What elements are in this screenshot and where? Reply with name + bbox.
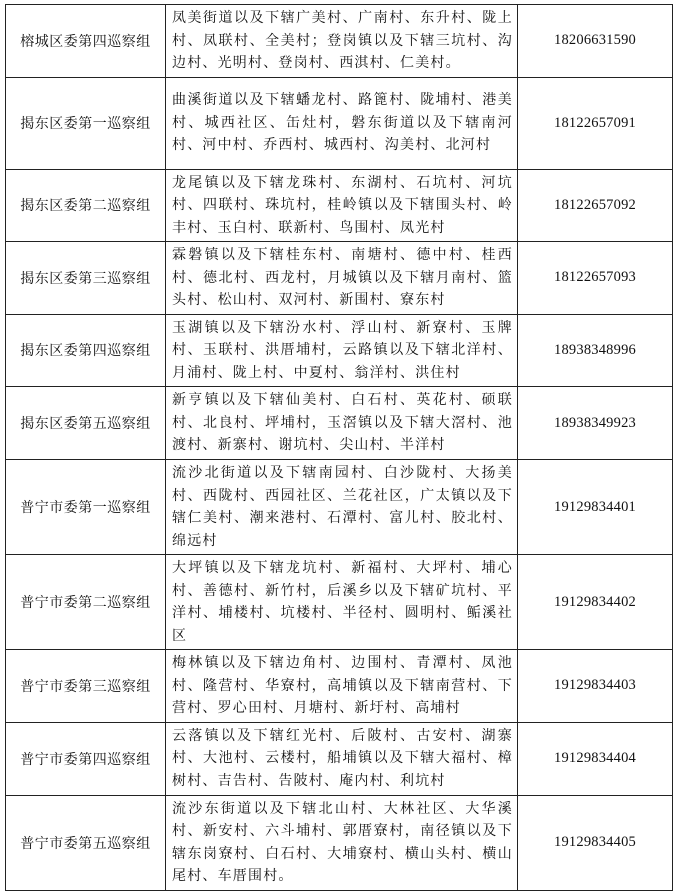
group-name-cell: 揭东区委第二巡察组 xyxy=(6,169,166,242)
group-name-cell: 揭东区委第五巡察组 xyxy=(6,387,166,460)
phone-cell: 18122657092 xyxy=(518,169,673,242)
phone-cell: 19129834402 xyxy=(518,555,673,650)
area-cell: 曲溪街道以及下辖蟠龙村、路篦村、陇埔村、港美村、城西社区、缶灶村，磐东街道以及下辖南河村、河中村、乔西村、城西村、沟美村、北河村 xyxy=(166,77,518,169)
area-cell: 大坪镇以及下辖龙坑村、新福村、大坪村、埔心村、善德村、新竹村，后溪乡以及下辖矿坑村、平洋村、埔楼村、坑楼村、半径村、圆明村、鲘溪社区 xyxy=(166,555,518,650)
table-row xyxy=(6,314,673,387)
area-cell: 凤美街道以及下辖广美村、广南村、东升村、陇上村、凤联村、全美村；登岗镇以及下辖三坑村、沟边村、光明村、登岗村、西淇村、仁美村。 xyxy=(166,5,518,78)
table-row xyxy=(6,77,673,169)
group-name-cell: 榕城区委第四巡察组 xyxy=(6,5,166,78)
phone-cell: 19129834403 xyxy=(518,650,673,723)
area-cell: 新亨镇以及下辖仙美村、白石村、英花村、硕联村、北良村、坪埔村，玉滘镇以及下辖大滘村、池渡村、新寨村、谢坑村、尖山村、半洋村 xyxy=(166,387,518,460)
inspection-table xyxy=(5,4,673,891)
area-cell: 流沙东街道以及下辖北山村、大林社区、大华溪村、新安村、六斗埔村、郭厝寮村，南径镇以及下辖东岗寮村、白石村、大埔寮村、横山头村、横山尾村、车厝围村。 xyxy=(166,795,518,890)
area-cell: 梅林镇以及下辖边角村、边围村、青潭村、凤池村、隆营村、华寮村，高埔镇以及下辖南营村、下营村、罗心田村、月塘村、新圩村、高埔村 xyxy=(166,650,518,723)
phone-cell: 18938349923 xyxy=(518,387,673,460)
table-row xyxy=(6,460,673,555)
phone-cell: 18938348996 xyxy=(518,314,673,387)
table-row xyxy=(6,650,673,723)
group-name-cell: 普宁市委第四巡察组 xyxy=(6,722,166,795)
table-row xyxy=(6,387,673,460)
area-cell: 霖磐镇以及下辖桂东村、南塘村、德中村、桂西村、德北村、西龙村，月城镇以及下辖月南村、篮头村、松山村、双河村、新围村、寮东村 xyxy=(166,242,518,315)
group-name-cell: 揭东区委第四巡察组 xyxy=(6,314,166,387)
phone-cell: 18206631590 xyxy=(518,5,673,78)
area-cell: 流沙北街道以及下辖南园村、白沙陇村、大扬美村、西陇村、西园社区、兰花社区，广太镇以及下辖仁美村、潮来港村、石潭村、富儿村、胶北村、绵远村 xyxy=(166,460,518,555)
group-name-cell: 普宁市委第一巡察组 xyxy=(6,460,166,555)
phone-cell: 19129834404 xyxy=(518,722,673,795)
table-row xyxy=(6,242,673,315)
table-row xyxy=(6,5,673,78)
table-row xyxy=(6,555,673,650)
phone-cell: 18122657093 xyxy=(518,242,673,315)
phone-cell: 18122657091 xyxy=(518,77,673,169)
phone-cell: 19129834401 xyxy=(518,460,673,555)
group-name-cell: 普宁市委第三巡察组 xyxy=(6,650,166,723)
table-row xyxy=(6,795,673,890)
area-cell: 云落镇以及下辖红光村、后陂村、古安村、湖寨村、大池村、云楼村，船埔镇以及下辖大福村、樟树村、吉告村、告陂村、庵内村、利坑村 xyxy=(166,722,518,795)
area-cell: 玉湖镇以及下辖汾水村、浮山村、新寮村、玉牌村、玉联村、洪厝埔村，云路镇以及下辖北洋村、月浦村、陇上村、中夏村、翁洋村、洪住村 xyxy=(166,314,518,387)
group-name-cell: 普宁市委第二巡察组 xyxy=(6,555,166,650)
group-name-cell: 揭东区委第一巡察组 xyxy=(6,77,166,169)
group-name-cell: 普宁市委第五巡察组 xyxy=(6,795,166,890)
area-cell: 龙尾镇以及下辖龙珠村、东湖村、石坑村、河坑村、四联村、珠坑村，桂岭镇以及下辖围头村、岭丰村、玉白村、联新村、鸟围村、凤光村 xyxy=(166,169,518,242)
phone-cell: 19129834405 xyxy=(518,795,673,890)
table-row xyxy=(6,169,673,242)
group-name-cell: 揭东区委第三巡察组 xyxy=(6,242,166,315)
table-row xyxy=(6,722,673,795)
